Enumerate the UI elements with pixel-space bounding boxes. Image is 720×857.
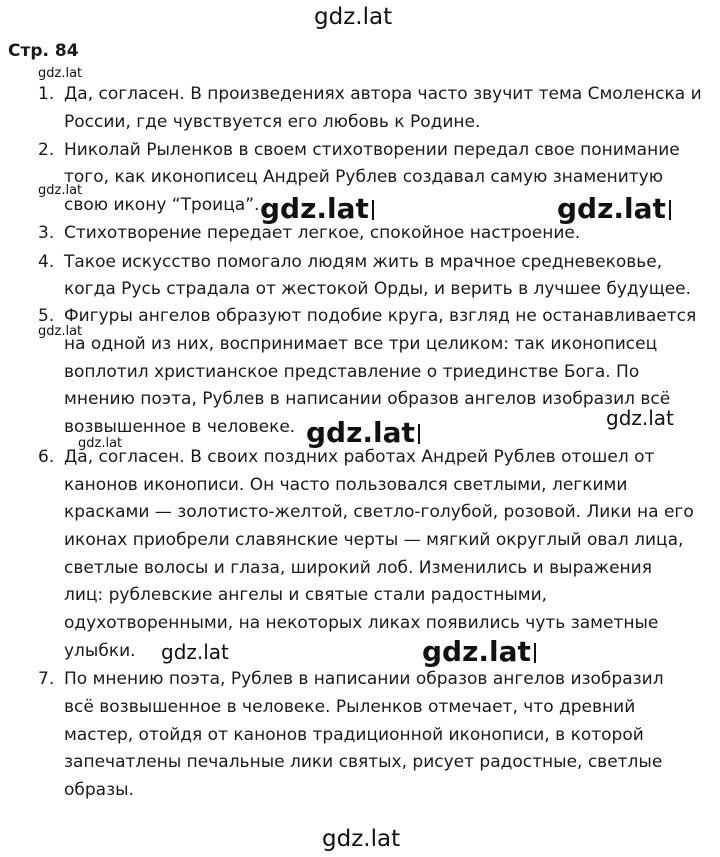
page-title: Стр. 84 <box>8 41 79 61</box>
site-watermark-footer: gdz.lat <box>322 826 401 852</box>
item-line: на одной из них, воспринимает все три целиком: так иконописец <box>64 334 658 354</box>
item-number: 1. <box>38 84 55 104</box>
item-line: улыбки. <box>64 641 136 661</box>
watermark-small: gdz.lat <box>38 183 83 198</box>
site-watermark-header: gdz.lat <box>314 4 393 30</box>
watermark-big: gdz.lat <box>260 192 374 225</box>
item-line: воплотил христианское представление о триединстве Бога. По <box>64 362 640 382</box>
item-line: всё возвышенное в человеке. Рыленков отмечает, что древний <box>64 697 636 717</box>
item-number: 2. <box>38 140 55 160</box>
item-line: Стихотворение передает легкое, спокойное настроение. <box>64 223 581 243</box>
item-line: того, как иконописец Андрей Рублев создавал самую знаменитую <box>64 167 664 187</box>
item-line: когда Русь страдала от жестокой Орды, и верить в лучшее будущее. <box>64 279 692 299</box>
watermark-big: gdz.lat <box>306 416 420 449</box>
item-line: красками — золотисто-желтой, светло-голубой, розовой. Лики на его <box>64 502 694 522</box>
item-number: 7. <box>38 669 55 689</box>
item-line: России, где чувствуется его любовь к Родине. <box>64 112 481 132</box>
item-line: лиц: рублевские ангелы и святые стали радостными, <box>64 585 548 605</box>
watermark-small: gdz.lat <box>38 324 83 339</box>
item-line: канонов иконописи. Он часто пользовался светлыми, легкими <box>64 475 628 495</box>
watermark-small: gdz.lat <box>78 436 123 451</box>
item-line: Да, согласен. В своих поздних работах Андрей Рублев отошел от <box>64 447 655 467</box>
item-number: 3. <box>38 223 55 243</box>
item-line: свою икону “Троица”. <box>64 195 260 215</box>
item-number: 4. <box>38 252 55 272</box>
item-line: По мнению поэта, Рублев в написании образов ангелов изобразил <box>64 669 664 689</box>
watermark-big: gdz.lat <box>422 635 536 668</box>
item-line: запечатлены печальные лики святых, рисует радостные, светлые <box>64 752 663 772</box>
item-line: Да, согласен. В произведениях автора часто звучит тема Смоленска и <box>64 84 702 104</box>
watermark-mid: gdz.lat <box>161 640 229 664</box>
watermark-small: gdz.lat <box>38 66 83 81</box>
item-line: образы. <box>64 780 134 800</box>
watermark-mid: gdz.lat <box>606 406 674 430</box>
item-number: 6. <box>38 447 55 467</box>
item-line: мастер, отойдя от канонов традиционной иконописи, в которой <box>64 725 644 745</box>
item-number: 5. <box>38 306 55 326</box>
item-line: Николай Рыленков в своем стихотворении передал свое понимание <box>64 140 680 160</box>
item-line: светлые волосы и глаза, широкий лоб. Изменились и выражения <box>64 558 652 578</box>
item-line: одухотворенными, на некоторых ликах появились чуть заметные <box>64 613 659 633</box>
item-line: возвышенное в человеке. <box>64 417 296 437</box>
item-line: мнению поэта, Рублев в написании образов ангелов изобразил всё <box>64 389 671 409</box>
item-line: Фигуры ангелов образуют подобие круга, взгляд не останавливается <box>64 306 697 326</box>
watermark-big: gdz.lat <box>557 192 671 225</box>
item-line: иконах приобрели славянские черты — мягкий округлый овал лица, <box>64 530 684 550</box>
item-line: Такое искусство помогало людям жить в мрачное средневековье, <box>64 252 663 272</box>
